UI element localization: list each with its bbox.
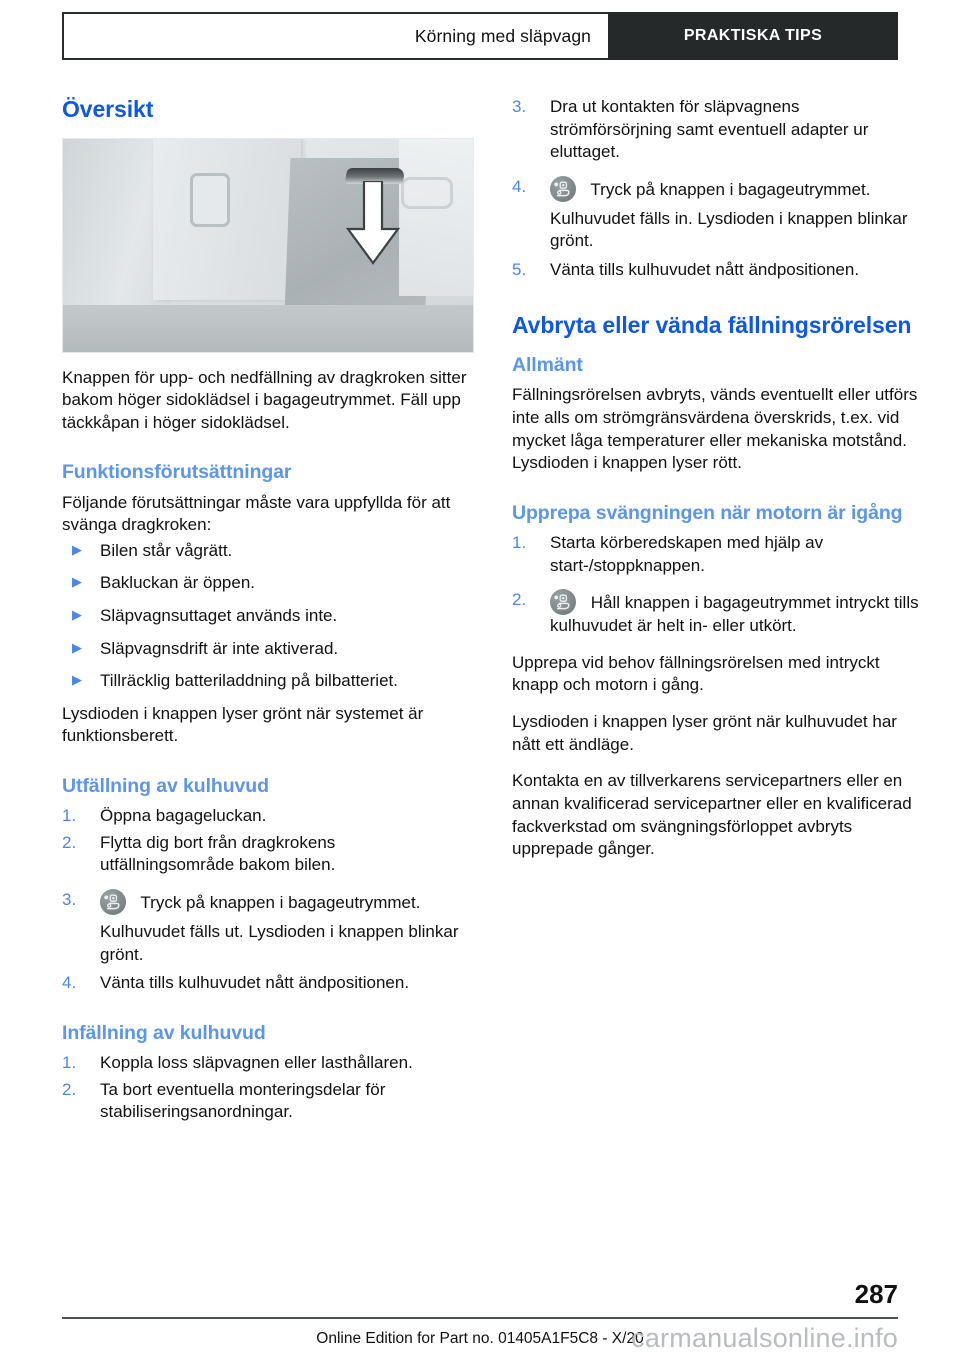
paragraph-service-note: Kontakta en av tillverkarens servicepartners eller en annan kvalificerad servicepartner eller en kvalificerad fackverkstad om svängningsförloppet avbryts upprepade gånger. [512, 771, 912, 859]
list-item [512, 532, 924, 577]
step-note: Kulhuvudet fälls ut. Lysdioden i knappen blinkar grönt. [100, 922, 459, 964]
trailer-hitch-button-icon [550, 589, 576, 615]
heading-funktionsforutsattningar: Funktionsförutsättningar [62, 461, 292, 484]
list-item [512, 259, 924, 282]
step-note: Kulhuvudet fälls in. Lysdioden i knappen blinkar grönt. [550, 208, 908, 251]
paragraph-funktion-intro: Följande förutsättningar måste vara uppfyllda för att svänga dragkroken: [62, 492, 451, 535]
step-text: Vänta tills kulhuvudet nått ändpositionen. [550, 260, 860, 280]
step-text: Tryck på knappen i bagageutrymmet. [140, 893, 421, 913]
step-text: Dra ut kontakten för släpvagnens strömförsörjning samt eventuell adapter ur eluttaget. [550, 97, 869, 162]
step-number: 1. [62, 1053, 77, 1073]
figure-direction-arrow-icon [346, 181, 400, 265]
figure-latch-rectangle [190, 173, 230, 227]
heading-avbryta: Avbryta eller vända fällningsrörelsen [512, 311, 912, 338]
trailer-hitch-button-icon [550, 176, 576, 202]
header-chapter-title: Körning med släpvagn [414, 25, 591, 46]
trailer-hitch-button-icon [100, 889, 126, 915]
list-item [62, 805, 474, 828]
step-text: Vänta tills kulhuvudet nått ändpositionen. [100, 973, 410, 993]
list-item [512, 96, 924, 164]
list-item-label: Släpvagnsuttaget används inte. [100, 606, 338, 626]
list-item [62, 670, 474, 693]
heading-oversikt: Översikt [62, 96, 154, 122]
step-number: 3. [512, 97, 527, 116]
step-number: 1. [512, 533, 527, 553]
list-item-label: Tillräcklig batteriladdning på bilbatteriet. [100, 671, 398, 691]
step-text: Starta körberedskapen med hjälp av start-/stoppknappen. [550, 533, 824, 575]
step-text: Håll knappen i bagageutrymmet intryckt tills kulhuvudet är helt in- eller utkört. [550, 593, 919, 636]
page-number: 287 [854, 1279, 898, 1309]
header-title-box [62, 12, 608, 60]
step-number: 2. [512, 590, 527, 610]
list-item-label: Bakluckan är öppen. [100, 573, 255, 593]
paragraph-upprepa-note: Upprepa vid behov fällningsrörelsen med intryckt knapp och motorn i gång. [512, 652, 880, 695]
list-item [62, 972, 474, 995]
paragraph-led-note: Lysdioden i knappen lyser grönt när kulhuvudet har nått ett ändläge. [512, 712, 897, 754]
heading-allmant: Allmänt [512, 354, 583, 377]
figure-right-slot [401, 177, 453, 209]
step-number: 3. [62, 890, 77, 910]
heading-infallning: Infällning av kulhuvud [62, 1021, 266, 1044]
step-text: Flytta dig bort från dragkrokens utfällningsområde bakom bilen. [100, 832, 336, 875]
paragraph-allmant: Fällningsrörelsen avbryts, vänds eventuellt eller utförs inte alls om strömgränsvärdena överskrids, t.ex. vid mycket låga temperaturer eller mekaniska motstånd. Lysdioden i knappen lyser rött. [512, 385, 918, 473]
footer-divider [62, 1317, 898, 1319]
infallning-steps-list [62, 1052, 474, 1124]
triangle-right-icon: ▶ [72, 541, 82, 557]
left-column [62, 96, 474, 1128]
figure-hitch-button-location [62, 138, 474, 353]
step-text: Tryck på knappen i bagageutrymmet. [590, 179, 871, 199]
triangle-right-icon: ▶ [72, 607, 82, 623]
step-number: 2. [62, 1079, 77, 1099]
step-text: Ta bort eventuella monteringsdelar för stabiliseringsanordningar. [100, 1079, 386, 1122]
heading-upprepa: Upprepa svängningen när motorn är igång [512, 501, 903, 524]
list-item [62, 605, 474, 628]
footer-edition-text: Online Edition for Part no. 01405A1F5C8 - X/20 [316, 1330, 644, 1347]
list-item-label: Släpvagnsdrift är inte aktiverad. [100, 638, 339, 658]
utfallning-steps-list [62, 805, 474, 995]
triangle-right-icon: ▶ [72, 639, 82, 655]
paragraph-funktion-outro: Lysdioden i knappen lyser grönt när systemet är funktionsberett. [62, 703, 424, 746]
step-text: Öppna bagageluckan. [100, 806, 267, 826]
upprepa-steps-list [512, 532, 924, 638]
conditions-list [62, 540, 474, 693]
list-item [512, 589, 924, 638]
paragraph-intro: Knappen för upp- och nedfällning av dragkroken sitter bakom höger sidoklädsel i bagageutrymmet. Fäll upp täckkåpan i höger sidoklädsel. [62, 367, 467, 432]
list-item [62, 832, 474, 877]
right-column [512, 96, 924, 864]
triangle-right-icon: ▶ [72, 672, 82, 688]
step-number: 5. [512, 260, 527, 280]
list-item-label: Bilen står vågrätt. [100, 540, 233, 560]
heading-utfallning: Utfällning av kulhuvud [62, 775, 269, 798]
page-header [62, 12, 898, 60]
watermark-text: carmanualsonline.info [631, 1323, 898, 1353]
figure-cargo-floor [63, 305, 473, 352]
list-item [512, 176, 924, 253]
step-number: 4. [62, 973, 77, 993]
list-item [62, 1052, 474, 1075]
infallning-steps-continued-list [512, 96, 924, 282]
list-item [62, 1079, 474, 1124]
step-text: Koppla loss släpvagnen eller lasthållaren. [100, 1053, 413, 1073]
list-item [62, 572, 474, 595]
header-section-tab: PRAKTISKA TIPS [608, 12, 898, 60]
step-number: 2. [62, 832, 77, 852]
list-item [62, 540, 474, 563]
step-number: 1. [62, 806, 77, 826]
triangle-right-icon: ▶ [72, 574, 82, 590]
step-number: 4. [512, 176, 527, 196]
list-item [62, 638, 474, 661]
figure-right-panel [399, 139, 473, 297]
list-item [62, 889, 474, 966]
